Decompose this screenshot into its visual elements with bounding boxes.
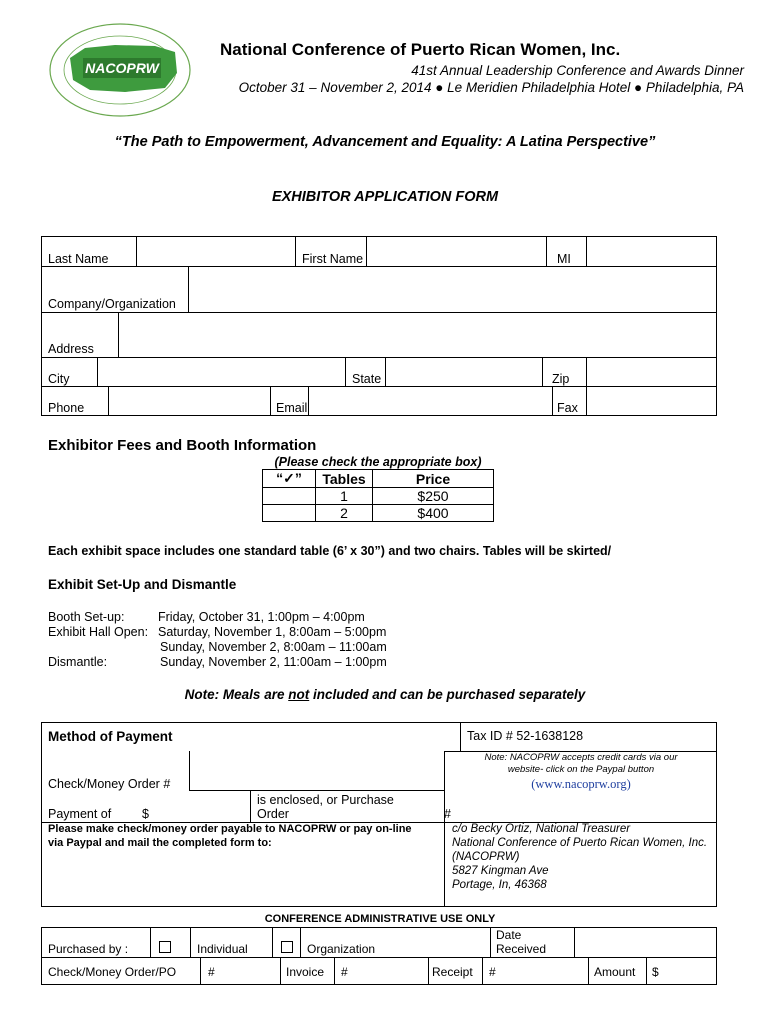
amount-dollar: $ <box>652 965 659 979</box>
tax-id: Tax ID # 52-1638128 <box>467 729 584 743</box>
receipt-hash: # <box>489 965 496 979</box>
individual-label: Individual <box>197 942 248 956</box>
payment-heading: Method of Payment <box>48 729 173 744</box>
dismantle-label: Dismantle: <box>48 655 108 669</box>
last-name-label: Last Name <box>48 252 109 266</box>
dismantle-value: Sunday, November 2, 11:00am – 1:00pm <box>160 655 387 669</box>
fee-tables: 2 <box>316 505 373 522</box>
individual-checkbox[interactable] <box>159 941 171 953</box>
fee-tables: 1 <box>316 488 373 505</box>
fee-checkbox-1[interactable] <box>263 488 316 505</box>
state-field[interactable] <box>386 358 541 385</box>
col-check: “✓” <box>263 470 316 488</box>
fee-row <box>263 488 494 505</box>
invoice-hash: # <box>341 965 348 979</box>
po-hash: # <box>444 807 451 821</box>
first-name-label: First Name <box>302 252 364 266</box>
fee-price: $250 <box>373 488 494 505</box>
check-number-field[interactable] <box>190 752 443 789</box>
setup-heading: Exhibit Set-Up and Dismantle <box>48 577 237 592</box>
address-label: Address <box>48 342 94 356</box>
phone-label: Phone <box>48 401 85 415</box>
col-tables: Tables <box>316 470 373 488</box>
mail-address-1: c/o Becky Ortiz, National Treasurer <box>452 823 631 835</box>
nacoprw-logo <box>45 18 195 118</box>
col-price: Price <box>373 470 494 488</box>
event-dates-location: October 31 – November 2, 2014 ● Le Meridien Philadelphia Hotel ● Philadelphia, PA <box>238 80 744 95</box>
date-received-label-1: Date <box>496 928 522 942</box>
state-label: State <box>352 372 382 386</box>
fee-price: $400 <box>373 505 494 522</box>
hall-open-value-1: Saturday, November 1, 8:00am – 5:00pm <box>158 625 387 639</box>
mail-address-4: 5827 Kingman Ave <box>452 865 549 877</box>
event-name: 41st Annual Leadership Conference and Awards Dinner <box>411 63 744 78</box>
mi-field[interactable] <box>587 237 715 265</box>
fees-heading: Exhibitor Fees and Booth Information <box>48 437 317 454</box>
fees-table <box>262 469 494 522</box>
website-link[interactable]: (www.nacoprw.org) <box>531 777 631 791</box>
amount-label: Amount <box>594 965 636 979</box>
first-name-field[interactable] <box>367 237 545 265</box>
company-label: Company/Organization <box>48 297 176 311</box>
fee-row <box>263 505 494 522</box>
booth-setup-value: Friday, October 31, 1:00pm – 4:00pm <box>158 610 365 624</box>
mail-address-2: National Conference of Puerto Rican Women, Inc. <box>452 837 708 849</box>
address-field[interactable] <box>119 313 715 356</box>
payable-note-1: Please make check/money order payable to NACOPRW or pay on-line <box>48 823 412 835</box>
city-field[interactable] <box>98 358 344 385</box>
phone-field[interactable] <box>109 387 269 414</box>
payable-note-2: via Paypal and mail the completed form to: <box>48 837 272 849</box>
check-po-hash: # <box>208 965 215 979</box>
booth-setup-label: Booth Set-up: <box>48 610 125 624</box>
mi-label: MI <box>557 252 571 266</box>
date-received-field[interactable] <box>575 928 715 956</box>
hall-open-label: Exhibit Hall Open: <box>48 625 149 639</box>
email-label: Email <box>276 401 308 415</box>
payment-dollar: $ <box>142 807 149 821</box>
org-name: National Conference of Puerto Rican Women, Inc. <box>220 40 621 59</box>
email-field[interactable] <box>309 387 551 414</box>
date-received-label-2: Received <box>496 942 547 956</box>
po-number-field[interactable] <box>456 795 714 821</box>
credit-card-note-1: Note: NACOPRW accepts credit cards via our <box>484 752 678 763</box>
city-label: City <box>48 372 70 386</box>
form-title: EXHIBITOR APPLICATION FORM <box>271 189 499 205</box>
admin-heading: CONFERENCE ADMINISTRATIVE USE ONLY <box>264 913 496 925</box>
enclosed-label-1: is enclosed, or Purchase <box>257 793 394 807</box>
meals-note-post: included and can be purchased separately <box>309 687 586 702</box>
enclosed-label-2: Order <box>257 807 289 821</box>
check-number-label: Check/Money Order # <box>48 777 171 791</box>
organization-checkbox[interactable] <box>281 941 293 953</box>
payment-of-label: Payment of <box>48 807 112 821</box>
fax-label: Fax <box>557 401 578 415</box>
meals-note-emphasis: not <box>288 687 310 702</box>
mail-address-5: Portage, In, 46368 <box>452 879 547 891</box>
fee-checkbox-2[interactable] <box>263 505 316 522</box>
conference-theme: “The Path to Empowerment, Advancement and Equality: A Latina Perspective” <box>114 134 656 150</box>
credit-card-note-2: website- click on the Paypal button <box>507 764 655 775</box>
receipt-label: Receipt <box>432 965 473 979</box>
invoice-label: Invoice <box>286 965 325 979</box>
check-po-label: Check/Money Order/PO <box>48 965 177 979</box>
purchased-by-label: Purchased by : <box>48 942 129 956</box>
fees-instruction: (Please check the appropriate box) <box>274 455 482 469</box>
meals-note <box>0 687 770 702</box>
zip-label: Zip <box>552 372 570 386</box>
zip-field[interactable] <box>587 358 715 385</box>
fax-field[interactable] <box>587 387 715 414</box>
mail-address-3: (NACOPRW) <box>452 851 520 863</box>
organization-label: Organization <box>307 942 376 956</box>
meals-note-pre: Note: Meals are <box>184 687 289 702</box>
logo-wordmark: NACOPRW <box>85 60 159 76</box>
payment-amount-field[interactable] <box>152 795 248 821</box>
company-field[interactable] <box>189 267 715 311</box>
last-name-field[interactable] <box>137 237 294 265</box>
space-note: Each exhibit space includes one standard table (6’ x 30”) and two chairs. Tables will be skirted/ <box>48 544 612 558</box>
hall-open-value-2: Sunday, November 2, 8:00am – 11:00am <box>160 640 387 654</box>
